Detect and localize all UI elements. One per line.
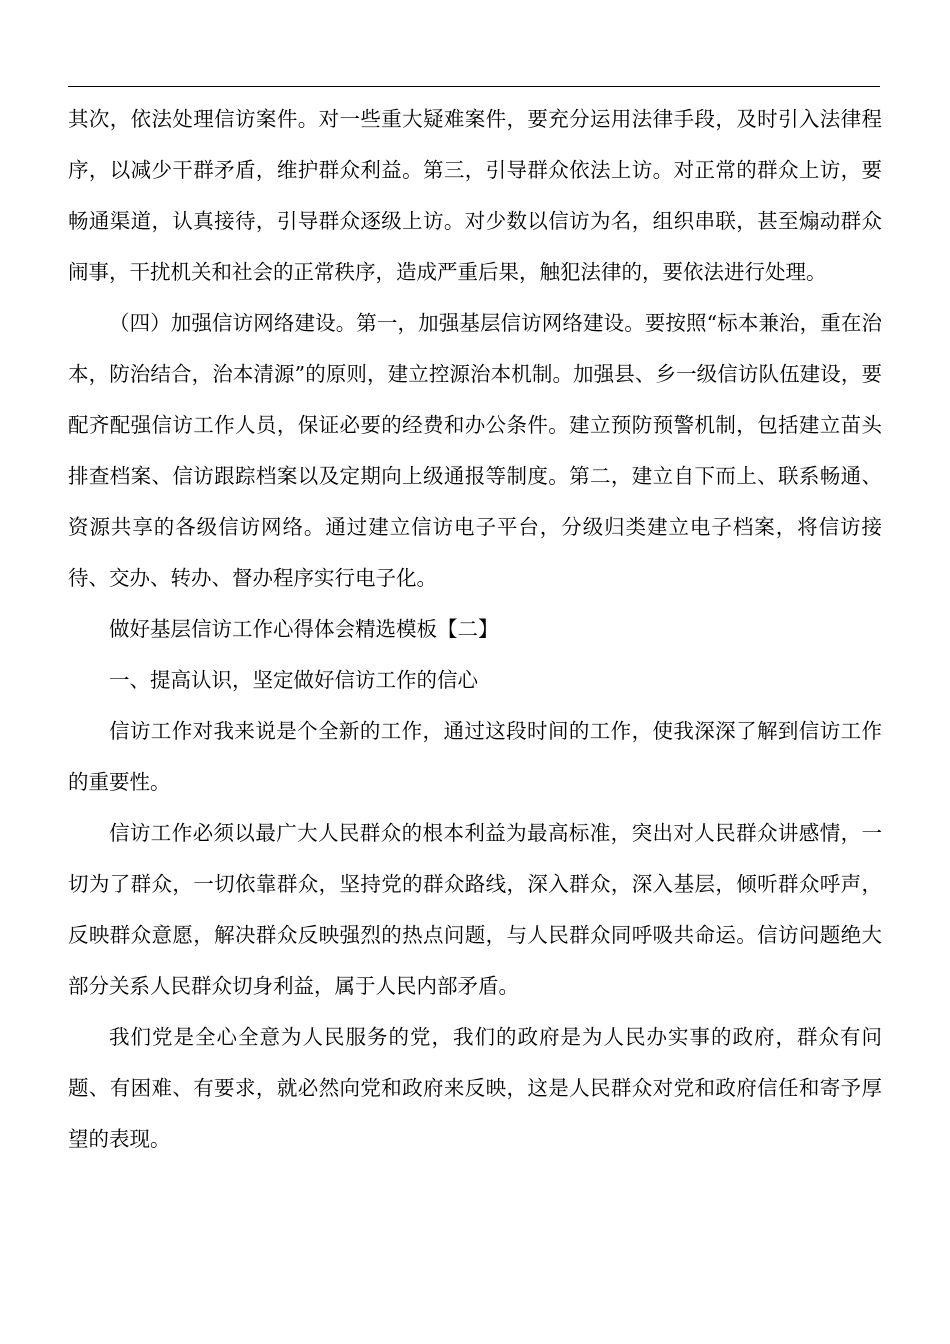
paragraph-standard: 信访工作必须以最广大人民群众的根本利益为最高标准，突出对人民群众讲感情，一切为了群众，一切依靠群众，坚持党的群众路线，深入群众，深入基层，倾听群众呼声，反映群众意愿，解决群众反映强烈的热点问题，与人民群众同呼吸共命运。信访问题绝大部分关系人民群众切身利益，属于人民内部矛盾。 (68, 821, 882, 998)
paragraph-party-service: 我们党是全心全意为人民服务的党，我们的政府是为人民办实事的政府，群众有问题、有困难、有要求，就必然向党和政府来反映，这是人民群众对党和政府信任和寄予厚望的表现。 (68, 1025, 882, 1151)
header-rule (68, 86, 880, 87)
paragraph-new-work: 信访工作对我来说是个全新的工作，通过这段时间的工作，使我深深了解到信访工作的重要性。 (68, 719, 882, 794)
paragraph-continuation: 其次，依法处理信访案件。对一些重大疑难案件，要充分运用法律手段，及时引入法律程序，以减少干群矛盾，维护群众利益。第三，引导群众依法上访。对正常的群众上访，要畅通渠道，认真接待，引导群众逐级上访。对少数以信访为名，组织串联，甚至煽动群众闹事，干扰机关和社会的正常秩序，造成严重后果，触犯法律的，要依法进行处理。 (68, 107, 882, 284)
section-title: 做好基层信访工作心得体会精选模板【二】 (109, 617, 499, 641)
section-heading-1: 一、提高认识，坚定做好信访工作的信心 (109, 668, 478, 692)
paragraph-network-construction: （四）加强信访网络建设。第一，加强基层信访网络建设。要按照“标本兼治，重在治本，防治结合，治本清源”的原则，建立控源治本机制。加强县、乡一级信访队伍建设，要配齐配强信访工作人员，保证必要的经费和办公条件。建立预防预警机制，包括建立苗头排查档案、信访跟踪档案以及定期向上级通报等制度。第二，建立自下而上、联系畅通、资源共享的各级信访网络。通过建立信访电子平台，分级归类建立电子档案，将信访接待、交办、转办、督办程序实行电子化。 (68, 311, 882, 590)
document-body (68, 94, 882, 1165)
